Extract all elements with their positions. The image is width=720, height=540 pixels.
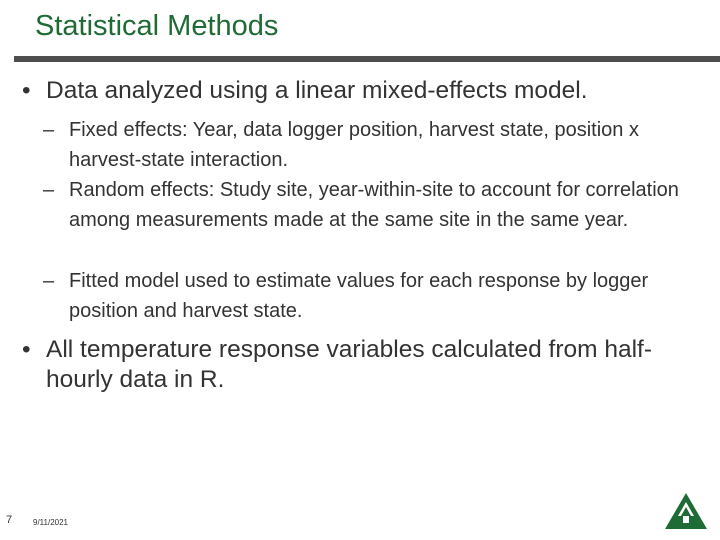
bullet-glyph: • xyxy=(22,336,31,363)
sub-bullet-text: Fixed effects: Year, data logger position, harvest state, position x harvest-state interaction. xyxy=(69,119,639,171)
bullet-glyph: • xyxy=(22,77,31,104)
sub-bullet-item xyxy=(43,267,703,327)
title-divider xyxy=(14,56,720,62)
sub-bullet-item xyxy=(43,176,703,266)
footer-date: 9/11/2021 xyxy=(33,518,68,527)
bullet-item xyxy=(22,335,702,399)
bullet-text: All temperature response variables calculated from half-hourly data in R. xyxy=(46,336,652,393)
sub-bullet-text: Random effects: Study site, year-within-site to account for correlation among measurements made at the same site in the same year. xyxy=(69,179,679,231)
sub-bullet-item xyxy=(43,116,703,176)
bullet-item xyxy=(22,76,702,110)
page-number: 7 xyxy=(6,514,13,526)
slide-title: Statistical Methods xyxy=(35,10,279,42)
sub-bullet-text: Fitted model used to estimate values for each response by logger position and harvest state. xyxy=(69,270,649,322)
tree-triangle-logo-icon xyxy=(664,492,708,530)
sub-bullet-glyph: – xyxy=(43,179,55,201)
sub-bullet-glyph: – xyxy=(43,270,55,292)
bullet-text: Data analyzed using a linear mixed-effects model. xyxy=(46,77,588,104)
sub-bullet-glyph: – xyxy=(43,119,55,141)
